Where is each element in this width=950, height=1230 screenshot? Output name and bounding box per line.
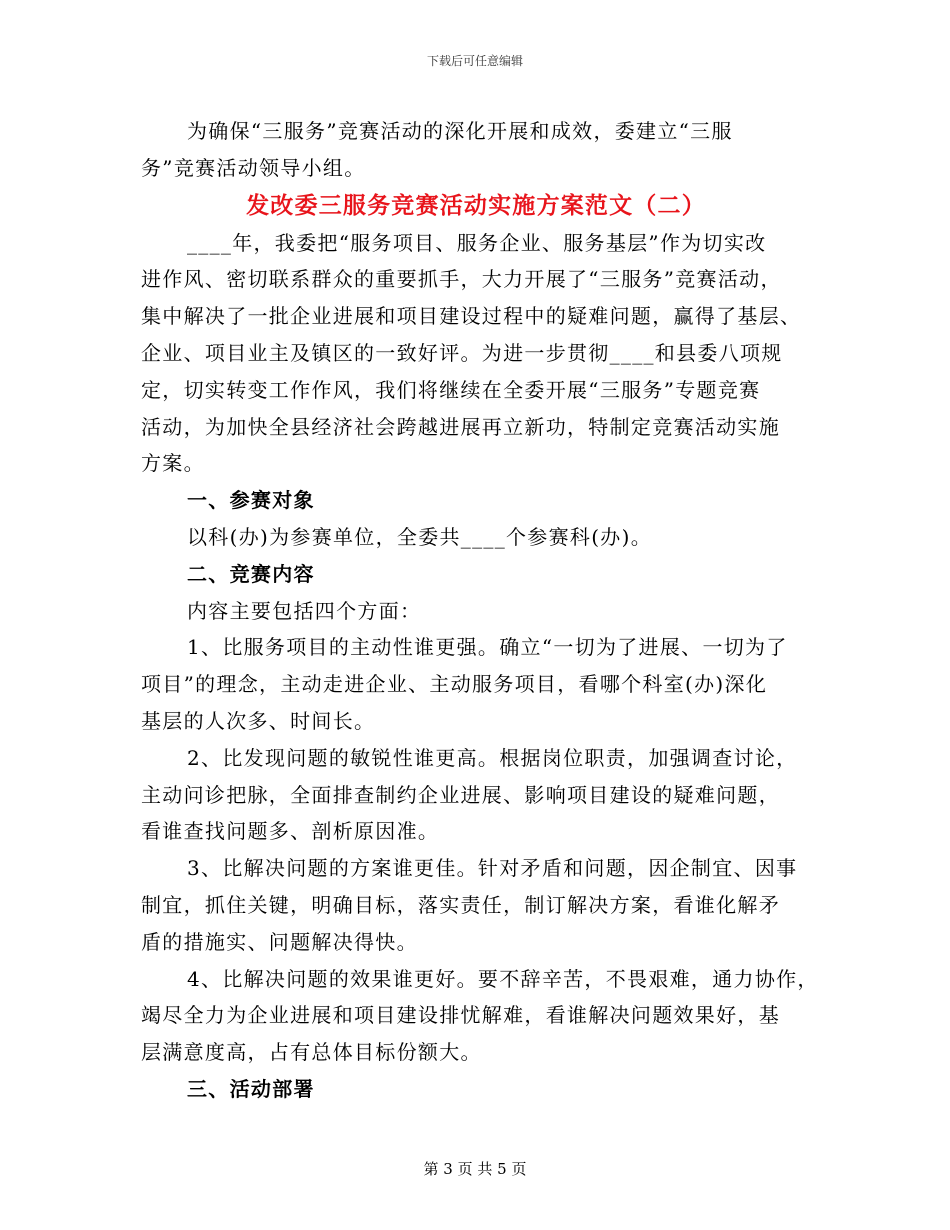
section2-intro: 内容主要包括四个方面： <box>187 598 422 623</box>
item3-line-1: 3、比解决问题的方案谁更佳。针对矛盾和问题，因企制宜、因事 <box>187 856 798 881</box>
para1-line-2: 进作风、密切联系群众的重要抓手，大力开展了“三服务”竞赛活动， <box>141 267 782 292</box>
para1-line-6: 活动，为加快全县经济社会跨越进展再立新功，特制定竞赛活动实施 <box>141 414 780 439</box>
item1-line-2: 项目”的理念，主动走进企业、主动服务项目，看哪个科室(办)深化 <box>141 672 768 697</box>
intro-line-1: 为确保“三服务”竞赛活动的深化开展和成效，委建立“三服 <box>187 119 733 143</box>
para1-line-1: ____年，我委把“服务项目、服务企业、服务基层”作为切实改 <box>187 230 767 255</box>
item2-line-3: 看谁查找问题多、剖析原因准。 <box>141 819 440 844</box>
item1-line-1: 1、比服务项目的主动性谁更强。确立“一切为了进展、一切为了 <box>187 635 788 660</box>
section1-heading: 一、参赛对象 <box>187 488 315 513</box>
section2-heading: 二、竞赛内容 <box>187 561 315 586</box>
item4-line-2: 竭尽全力为企业进展和项目建设排忧解难，看谁解决问题效果好，基 <box>141 1003 780 1028</box>
para1-line-4: 企业、项目业主及镇区的一致好评。为进一步贯彻____和县委八项规 <box>141 340 783 365</box>
document-body <box>141 113 819 1108</box>
para1-line-3: 集中解决了一批企业进展和项目建设过程中的疑难问题，赢得了基层、 <box>141 304 802 329</box>
item2-line-2: 主动问诊把脉，全面排查制约企业进展、影响项目建设的疑难问题， <box>141 782 780 807</box>
document-title: 发改委三服务竞赛活动实施方案范文（二） <box>246 191 706 219</box>
section1-text: 以科(办)为参赛单位，全委共____个参赛科(办)。 <box>187 524 653 549</box>
page-header: 下载后可任意编辑 <box>426 54 523 68</box>
item4-line-1: 4、比解决问题的效果谁更好。要不辞辛苦，不畏艰难，通力协作， <box>187 966 819 991</box>
item3-line-3: 盾的措施实、问题解决得快。 <box>141 929 418 954</box>
item4-line-3: 层满意度高，占有总体目标份额大。 <box>141 1040 482 1065</box>
section3-heading: 三、活动部署 <box>187 1076 315 1101</box>
para1-line-7: 方案。 <box>141 451 205 476</box>
para1-line-5: 定，切实转变工作作风，我们将继续在全委开展“三服务”专题竞赛 <box>141 377 761 402</box>
item1-line-3: 基层的人次多、时间长。 <box>141 708 376 733</box>
page-footer: 第 3 页 共 5 页 <box>423 1160 527 1178</box>
item2-line-1: 2、比发现问题的敏锐性谁更高。根据岗位职责，加强调查讨论， <box>187 745 798 770</box>
item3-line-2: 制宜，抓住关键，明确目标，落实责任，制订解决方案，看谁化解矛 <box>141 892 780 917</box>
intro-line-2: 务”竞赛活动领导小组。 <box>141 155 366 180</box>
